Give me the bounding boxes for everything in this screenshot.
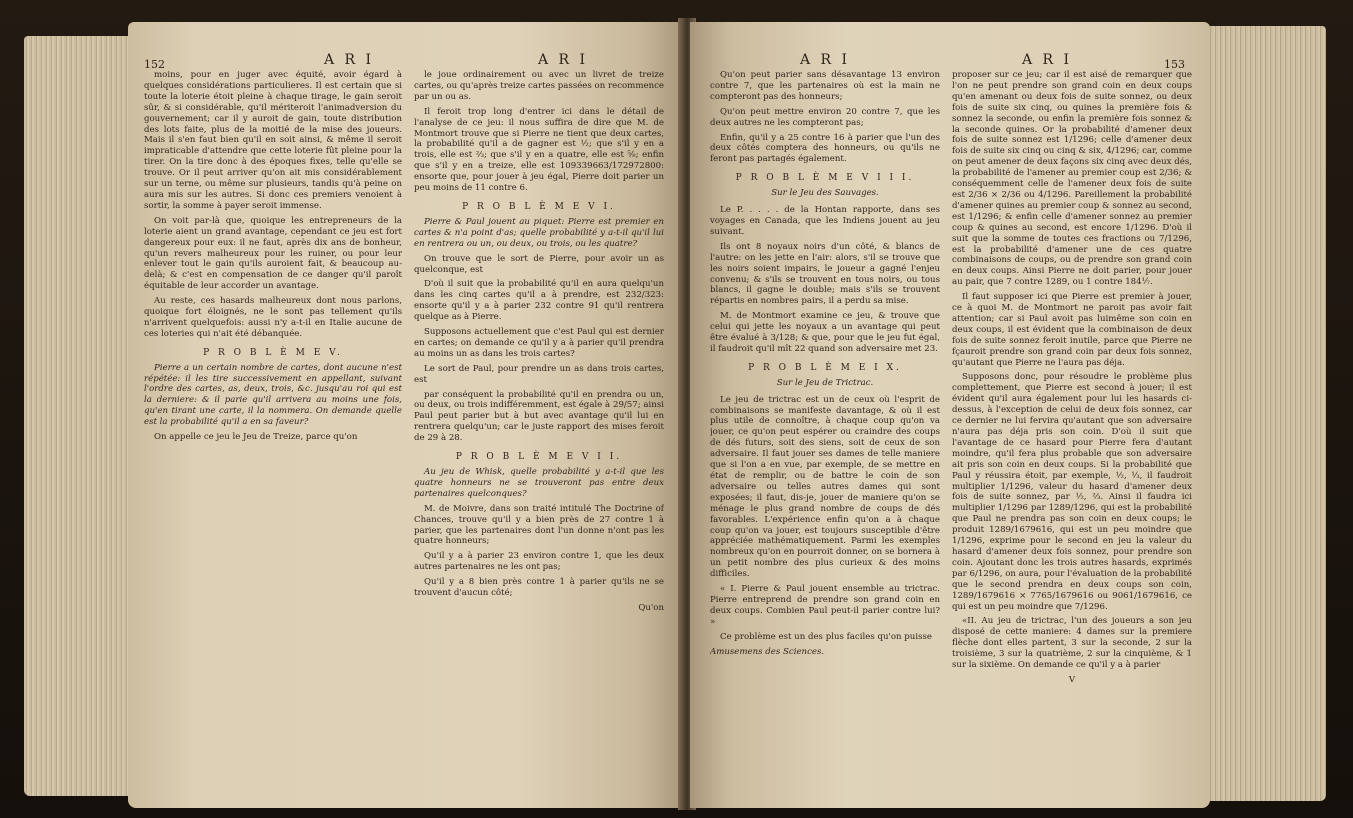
paragraph: Qu'il y a à parier 23 environ contre 1, que les deux autres partenaires ne les ont pas; bbox=[414, 551, 664, 573]
problem-subtitle: Sur le Jeu de Trictrac. bbox=[776, 377, 874, 388]
paragraph: M. de Montmort examine ce jeu, & trouve que celui qui jette les noyaux a un avantage qui peut être évalué à 3/128; & que, pour que le jeu fut égal, il faudroit qu'il mît 22 quand son adversaire met 23. bbox=[710, 311, 940, 354]
paragraph: proposer sur ce jeu; car il est aisé de remarquer que l'on ne peut prendre son grand coin en deux coups qu'en amenant ou deux fois de suite sonnez, ou deux fois de suite six cinq, ou quines la première fois & sonnez la seconde, ou enfin la première fois sonnez & la seconde quines. Or la probabilité d'amener deux fois de suite sonnez est 1/1296; celle d'amener deux fois de suite six cinq ou cinq & six, 4/1296; car, comme on peut amener de deux façons six cinq avec deux dés, la probabilité de l'amener au premier coup est 2/36; & conséquemment celle de l'amener deux fois de suite est 2/36 × 2/36 ou 4/1296. Pareillement la probabilité d'amener quines au premier coup & sonnez au second, est 1/1296; & enfin celle d'amener sonnez au premier coup & quines au second, est encore 1/1296. D'où il suit que la somme de toutes ces fractions ou 7/1296, est la probabilité d'amener une de ces quatre combinaisons de coups, ou de prendre son grand coin en deux coups. Ainsi Pierre ne doit parier, pour jouer au pair, que 7 contre 1289, ou 1 contre 184⅐. bbox=[952, 70, 1192, 288]
paragraph: Enfin, qu'il y a 25 contre 16 à parier que l'un des deux côtés comptera des honneurs, ou qu'ils ne feront pas partagés également. bbox=[710, 132, 940, 165]
right-page-column-2 bbox=[952, 70, 1192, 690]
paragraph: Le jeu de trictrac est un de ceux où l'esprit de combinaisons se manifeste davantage, & où il est plus utile de connoître, à chaque coup qu'on va jouer, ce qu'on peut espérer ou craindre des coups de dés futurs, soit des siens, soit de ceux de son adversaire. Il faut jouer ses dames de telle maniere que si l'on a en vue, par exemple, de se mettre en état de remplir, ou de battre le coin de son adversaire ou telles autres dames qui sont exposées; il faut, dis-je, jouer de maniere qu'on se ménage le plus grand nombre de coups de dés favorables. L'expérience enfin qu'on a à chaque coup qu'on va jouer, est toujours susceptible d'être appréciée mathématiquement. Parmi les exemples nombreux qu'on en pourroit donner, on se bornera à un petit nombre des plus curieux & des moins difficiles. bbox=[710, 394, 940, 580]
paragraph: moins, pour en juger avec équité, avoir égard à quelques considérations particulieres. Il est certain que si toute la loterie étoit pleine à chaque tirage, le gain seroit sûr, & si considérable, qu'il mériteroit l'animadversion du gouvernement; car il y auroit de gain, toute distribution des lots faite, plus de la moitié de la mise des joueurs. Mais il s'en faut bien qu'il en soit ainsi, & même il seroit impraticable d'attendre que cette loterie fût pleine pour la tirer. On la tire donc à des époques fixes, telle qu'elle se trouve. Or il peut arriver qu'on ait mis considérablement sur un terne, ou même sur plusieurs, tandis qu'à peine on aura mis sur les autres. Si donc ces premiers venoient à sortir, la somme à payer seroit immense. bbox=[144, 70, 402, 211]
right-page-number: 153 bbox=[1164, 58, 1185, 71]
left-page bbox=[128, 22, 684, 808]
right-page-header: A R I bbox=[1022, 52, 1073, 68]
paragraph: On voit par-là que, quoique les entrepreneurs de la loterie aient un grand avantage, cependant ce jeu est fort dangereux pour eux: il ne faut, après dix ans de bonheur, qu'un revers malheureux pour les ruiner, ou pour leur enlever tout le gain qu'ils auroient fait, & beaucoup au-delà; & c'est en compensation de ce danger qu'il paroît équitable de leur accorder un avantage. bbox=[144, 215, 402, 292]
left-page-column-2 bbox=[414, 70, 664, 618]
problem-heading: P R O B L È M E V I. bbox=[462, 201, 616, 212]
paragraph: par conséquent la probabilité qu'il en prendra ou un, ou deux, ou trois indifféremment, est égale à 29/57; ainsi Paul peut parier but à but avec avantage qu'il lui en rentrera quelqu'un; car le juste rapport des mises feroit de 29 à 28. bbox=[414, 389, 664, 444]
right-page-edges bbox=[1208, 26, 1326, 801]
catchword-footer: Amusemens des Sciences. bbox=[710, 646, 825, 657]
problem-heading: P R O B L È M E V. bbox=[203, 347, 343, 358]
paragraph: Le P. . . . . de la Hontan rapporte, dans ses voyages en Canada, que les Indiens jouent au jeu suivant. bbox=[710, 205, 940, 237]
paragraph: «II. Au jeu de trictrac, l'un des joueurs a son jeu disposé de cette maniere: 4 dames sur la premiere flèche dont elles partent, 3 sur la seconde, 2 sur la troisième, 3 sur la quatrième, 2 sur la cinquième, & 1 sur la sixième. On demande ce qu'il y a à parier bbox=[952, 616, 1192, 671]
paragraph: Qu'on peut parier sans désavantage 13 environ contre 7, que les partenaires où est la main ne compteront pas des honneurs; bbox=[710, 70, 940, 102]
paragraph: Il faut supposer ici que Pierre est premier à jouer, ce à quoi M. de Montmort ne paroit pas avoir fait attention; car si Paul avoit pas luimême son coin en deux coups, il est évident que la combinaison de deux fois de suite sonnez feroit inutile, parce que Pierre ne fçauroit prendre son grand coin par deux fois sonnez, qu'autant que Pierre ne l'aura pas déja. bbox=[952, 292, 1192, 368]
problem-heading: P R O B L È M E V I I I. bbox=[735, 173, 915, 184]
paragraph: M. de Moivre, dans son traité intitulé The Doctrine of Chances, trouve qu'il y a bien près de 27 contre 1 à parier, que les partenaires dont l'un donne n'ont pas les quatre honneurs; bbox=[414, 503, 664, 547]
open-book bbox=[10, 8, 1343, 813]
paragraph: On trouve que le sort de Pierre, pour avoir un as quelconque, est bbox=[414, 253, 664, 275]
left-page-edges bbox=[24, 36, 132, 796]
right-page-column-1 bbox=[710, 70, 940, 662]
problem-statement: Pierre a un certain nombre de cartes, dont aucune n'est répétée: il les tire successivement en appellant, suivant l'ordre des cartes, as, deux, trois, &c. jusqu'au roi qui est la derniere: & il parie qu'il arrivera au moins une fois, qu'en tirant une carte, il la nommera. On demande quelle est la probabilité qu'il a en sa faveur? bbox=[144, 362, 402, 428]
catchword: Qu'on bbox=[638, 602, 664, 613]
paragraph: On appelle ce jeu le Jeu de Treize, parce qu'on bbox=[154, 432, 358, 443]
paragraph: Il feroit trop long d'entrer ici dans le détail de l'analyse de ce jeu: il nous suffira de dire que M. de Montmort trouve que si Pierre ne tient que deux cartes, la probabilité qu'il a de gagner est ½; que s'il y en a trois, elle est ⅔; que s'il y en a quatre, elle est ⅝; enfin que s'il y en a treize, elle est 109339663/172972800: ensorte que, pour jouer à jeu égal, Pierre doit parier un peu moins de 11 contre 6. bbox=[414, 106, 664, 194]
paragraph: Qu'il y a 8 bien près contre 1 à parier qu'ils ne se trouvent d'aucun côté; bbox=[414, 577, 664, 599]
paragraph: « I. Pierre & Paul jouent ensemble au trictrac. Pierre entreprend de prendre son grand coin en deux coups. Combien Paul peut-il parier contre lui? » bbox=[710, 584, 940, 627]
paragraph: Ils ont 8 noyaux noirs d'un côté, & blancs de l'autre: on les jette en l'air: alors, s'il se trouve que les noirs soient impairs, le joueur a gagné l'enjeu convenu; & s'ils se trouvent en tous noirs, ou tous blancs, il gagne le double; mais s'ils se trouvent répartis en nombres pairs, il a perdu sa mise. bbox=[710, 241, 940, 307]
left-page-number: 152 bbox=[144, 58, 165, 71]
paragraph: Au reste, ces hasards malheureux dont nous parlons, quoique fort éloignés, ne le sont pas tellement qu'ils n'arrivent quelquefois: aussi n'y a-t-il en Italie aucune de ces loteries qui n'ait été débanquée. bbox=[144, 296, 402, 339]
paragraph: D'où il suit que la probabilité qu'il en aura quelqu'un dans les cinq cartes qu'il a à prendre, est 232/323: ensorte qu'il y a à parier 232 contre 91 qu'il rentrera quelque as à Pierre. bbox=[414, 279, 664, 323]
paragraph: le joue ordinairement ou avec un livret de treize cartes, ou qu'après treize cartes passées on recommence par un ou as. bbox=[414, 70, 664, 102]
paragraph: Supposons donc, pour résoudre le problème plus complettement, que Pierre est second à jouer; il est évident qu'il aura également pour lui les hasards ci-dessus, à l'exception de celui de deux fois sonnez, car ce dernier ne lui fervira qu'autant que son adversaire n'aura pas déja pris son coin. D'où il suit que l'avantage de ce hasard pour Pierre fera d'autant moindre, qu'il fera plus probable que son adversaire ait pris son coin en deux coups. Si la probabilité que Paul y réussira étoit, par exemple, ½, ⅓, il faudroit multiplier 1/1296, valeur du hasard d'amener deux fois de suite sonnez, par ½, ⅔. Ainsi il faudra ici multiplier 1/1296 par 1289/1296, qui est la probabilité que Paul ne prendra pas son coin en deux coups; le produit 1289/1679616, qui est un peu moindre que 1/1296, exprime pour le second en jeu la valeur du hasard d'amener deux fois sonnez, pour prendre son coin. Ajoutant donc les trois autres hasards, exprimés par 6/1296, on aura, pour l'évaluation de la probabilité que le second prendra en deux coups son coin, 1289/1679616 × 7765/1679616 ou 9061/1679616, ce qui est un peu moindre que 7/1296. bbox=[952, 372, 1192, 612]
left-page-header: A R I bbox=[324, 52, 375, 68]
right-page-header-left: A R I bbox=[800, 52, 851, 68]
left-page-column-1 bbox=[144, 70, 402, 447]
paragraph: Supposons actuellement que c'est Paul qui est dernier en cartes; on demande ce qu'il y a à parier qu'il prendra au moins un as dans les trois cartes? bbox=[414, 327, 664, 359]
problem-statement: Pierre & Paul jouent au piquet: Pierre est premier en cartes & n'a point d'as; quelle probabilité y a-t-il qu'il lui en rentrera ou un, ou deux, ou trois, ou les quatre? bbox=[414, 216, 664, 249]
problem-statement: Au jeu de Whisk, quelle probabilité y a-t-il que les quatre honneurs ne se trouveront pas entre deux partenaires quelconques? bbox=[414, 467, 664, 499]
problem-heading: P R O B L È M E I X. bbox=[748, 362, 902, 373]
paragraph: Ce problème est un des plus faciles qu'on puisse bbox=[720, 631, 932, 642]
problem-heading: P R O B L È M E V I I. bbox=[455, 452, 623, 463]
signature-mark: V bbox=[1068, 674, 1076, 685]
left-page-header-right: A R I bbox=[538, 52, 589, 68]
paragraph: Le sort de Paul, pour prendre un as dans trois cartes, est bbox=[414, 363, 664, 385]
problem-subtitle: Sur le Jeu des Sauvages. bbox=[771, 188, 879, 199]
paragraph: Qu'on peut mettre environ 20 contre 7, que les deux autres ne les compteront pas; bbox=[710, 106, 940, 128]
right-page bbox=[690, 22, 1210, 808]
